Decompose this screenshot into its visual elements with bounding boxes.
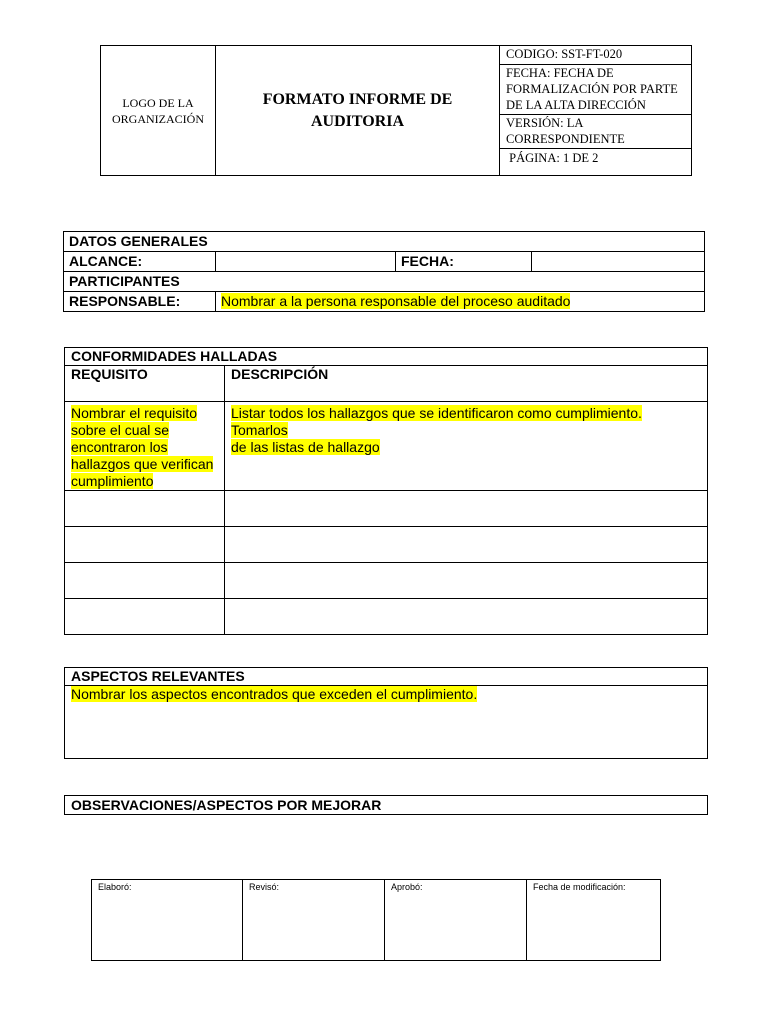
logo-line-1: LOGO DE LA — [122, 95, 194, 110]
alcance-value-cell[interactable] — [216, 252, 396, 272]
fecha-modificacion-cell[interactable] — [527, 880, 661, 961]
descripcion-hint-2: de las listas de hallazgo — [231, 439, 380, 455]
elaboro-cell[interactable] — [92, 880, 243, 961]
requisito-empty-cell[interactable] — [65, 599, 225, 635]
descripcion-header: DESCRIPCIÓN — [225, 366, 708, 402]
responsable-value-cell[interactable] — [216, 292, 705, 312]
fecha-modificacion-label: Fecha de modificación: — [533, 882, 626, 892]
aspectos-relevantes-table — [64, 667, 708, 759]
observaciones-table — [64, 795, 708, 815]
aprobo-cell[interactable] — [385, 880, 527, 961]
fecha-line-2: FORMALIZACIÓN POR PARTE — [506, 82, 678, 97]
descripcion-hint-1: Listar todos los hallazgos que se identificaron como cumplimiento. Tomarlos — [231, 405, 642, 438]
requisito-header: REQUISITO — [65, 366, 225, 402]
fecha-value-cell[interactable] — [532, 252, 705, 272]
logo-placeholder — [101, 46, 216, 176]
reviso-cell[interactable] — [243, 880, 385, 961]
version-line-2: CORRESPONDIENTE — [506, 131, 625, 146]
descripcion-empty-cell[interactable] — [225, 527, 708, 563]
datos-generales-table — [63, 231, 705, 312]
requisito-hint-4: hallazgos que verifican — [71, 456, 214, 472]
requisito-empty-cell[interactable] — [65, 491, 225, 527]
datos-generales-title: DATOS GENERALES — [64, 232, 705, 252]
descripcion-empty-cell[interactable] — [225, 491, 708, 527]
header-table — [100, 45, 692, 176]
conformidades-title: CONFORMIDADES HALLADAS — [65, 348, 708, 366]
pagina-cell — [500, 148, 692, 175]
descripcion-empty-cell[interactable] — [225, 563, 708, 599]
requisito-empty-cell[interactable] — [65, 563, 225, 599]
document-title — [216, 46, 500, 176]
descripcion-empty-cell[interactable] — [225, 599, 708, 635]
elaboro-label: Elaboró: — [98, 882, 132, 892]
responsable-hint: Nombrar a la persona responsable del proceso auditado — [221, 293, 571, 309]
responsable-label: RESPONSABLE: — [64, 292, 216, 312]
pagina-text: PÁGINA: 1 DE 2 — [509, 150, 599, 165]
version-cell — [500, 114, 692, 148]
logo-line-2: ORGANIZACIÓN — [112, 111, 204, 126]
requisito-hint-3: encontraron los — [71, 439, 168, 455]
aprobo-label: Aprobó: — [391, 882, 423, 892]
fecha-line-3: DE LA ALTA DIRECCIÓN — [506, 98, 646, 113]
alcance-label: ALCANCE: — [64, 252, 216, 272]
aspectos-relevantes-title: ASPECTOS RELEVANTES — [65, 668, 708, 686]
observaciones-title: OBSERVACIONES/ASPECTOS POR MEJORAR — [65, 796, 708, 815]
descripcion-hint-cell[interactable] — [225, 402, 708, 491]
requisito-empty-cell[interactable] — [65, 527, 225, 563]
requisito-hint-cell[interactable] — [65, 402, 225, 491]
fecha-line-1: FECHA: FECHA DE — [506, 66, 614, 81]
title-line-1: FORMATO INFORME DE — [262, 90, 453, 108]
fecha-cell — [500, 65, 692, 114]
aspectos-relevantes-hint: Nombrar los aspectos encontrados que exceden el cumplimiento. — [71, 686, 478, 702]
requisito-hint-1: Nombrar el requisito — [71, 405, 198, 421]
requisito-hint-2: sobre el cual se — [71, 422, 170, 438]
version-line-1: VERSIÓN: LA — [506, 115, 584, 130]
title-line-2: AUDITORIA — [310, 112, 405, 130]
fecha-label: FECHA: — [396, 252, 532, 272]
signature-table — [91, 879, 661, 961]
participantes-label: PARTICIPANTES — [64, 272, 705, 292]
conformidades-table — [64, 347, 708, 635]
requisito-hint-5: cumplimiento — [71, 473, 154, 489]
codigo-text: CODIGO: SST-FT-020 — [506, 47, 623, 61]
codigo-cell — [500, 46, 692, 65]
aspectos-relevantes-cell[interactable] — [65, 686, 708, 759]
reviso-label: Revisó: — [249, 882, 280, 892]
